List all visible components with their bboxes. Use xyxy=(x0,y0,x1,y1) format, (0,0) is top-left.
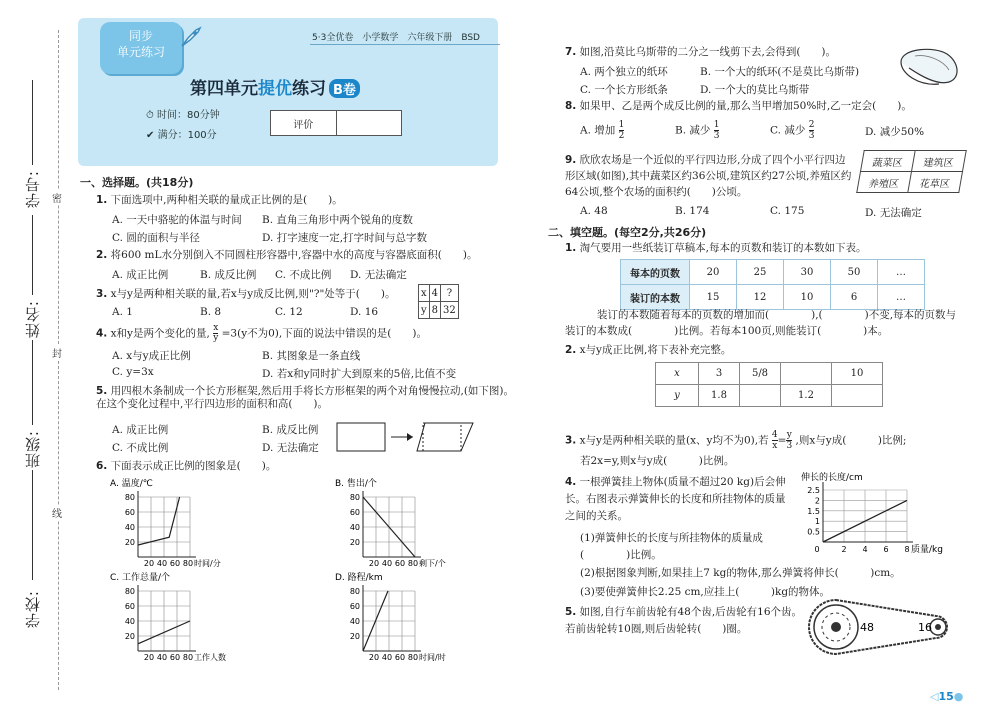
time-text: 时间：80分钟 xyxy=(157,110,220,121)
table-cell: 50 xyxy=(831,260,878,285)
y-tick-label: 20 xyxy=(124,538,135,547)
question-6 xyxy=(96,460,516,473)
graph-label: B. 售出/个 xyxy=(335,479,377,489)
question-text: 如图,沿莫比乌斯带的二分之一线剪下去,会得到( )。 xyxy=(579,46,837,58)
fill-5 xyxy=(565,604,805,638)
chart-y-label: 伸长的长度/cm xyxy=(801,473,863,483)
badge-line: 单元练习 xyxy=(116,45,165,59)
table-cell: 4 xyxy=(429,285,440,302)
question-number: 7. xyxy=(565,46,577,58)
graph-a[interactable] xyxy=(110,477,260,567)
question-number: 6. xyxy=(96,460,108,472)
class-line[interactable] xyxy=(32,340,33,425)
numerator: x xyxy=(213,323,219,333)
option[interactable]: A. 成正比例 xyxy=(112,424,169,436)
question-text: x和y是两个变化的量, xyxy=(110,327,210,340)
x-tick-label: 40 xyxy=(381,559,393,567)
option[interactable]: D. 减少50% xyxy=(865,126,925,138)
denominator: 2 xyxy=(618,131,625,141)
table-cell: 8 xyxy=(429,302,440,319)
question-text: ,则x与y成( )比例; xyxy=(795,434,907,447)
option[interactable] xyxy=(675,120,719,141)
question-7 xyxy=(565,46,905,59)
y-tick-label: 20 xyxy=(349,632,360,641)
option[interactable]: C. 不成比例 xyxy=(112,442,169,454)
cut-mark: 密 xyxy=(52,190,62,205)
title-part: 练习 xyxy=(292,79,326,99)
table-header: 装订的本数 xyxy=(621,285,690,310)
x-tick-label: 60 xyxy=(169,559,181,567)
rocket-icon xyxy=(178,24,204,50)
y-tick-label: 60 xyxy=(124,508,135,517)
section-title: 二、填空题。(每空2分,共26分) xyxy=(548,226,707,239)
y-tick-label: 20 xyxy=(124,632,135,641)
y-tick-label: 40 xyxy=(124,617,135,626)
evaluation-box xyxy=(270,110,402,136)
eval-field[interactable] xyxy=(337,111,402,135)
option[interactable]: A. 成正比例 xyxy=(112,269,169,281)
option-text: A. 增加 xyxy=(580,124,616,137)
x-tick-label: 6 xyxy=(883,545,889,554)
option[interactable]: A. x与y成正比例 xyxy=(112,350,191,362)
question-text: x与y是两种相关联的量(x、y均不为0),若 xyxy=(579,434,769,447)
option[interactable]: C. 一个长方形纸条 xyxy=(580,84,668,96)
farm-zone: 花草区 xyxy=(908,172,963,193)
farm-zone: 蔬菜区 xyxy=(861,151,916,172)
time-info xyxy=(146,106,220,121)
table-cell: 10 xyxy=(832,363,883,385)
x-tick-label: 40 xyxy=(156,653,168,661)
rectangle-to-parallelogram-figure xyxy=(335,420,475,454)
badge-line: 同步 xyxy=(128,29,153,43)
denominator: 3 xyxy=(713,131,720,141)
question-4 xyxy=(96,324,516,343)
name-line[interactable] xyxy=(32,215,33,295)
x-tick-label: 40 xyxy=(156,559,168,567)
option[interactable]: B. 8 xyxy=(200,306,222,318)
question-number: 1. xyxy=(96,194,108,206)
table-cell: 32 xyxy=(441,302,459,319)
question-number: 5. xyxy=(96,385,108,397)
cut-mark: 线 xyxy=(52,505,62,520)
question-8 xyxy=(565,100,965,113)
page-dot-icon: ● xyxy=(953,690,964,703)
y-tick-label: 20 xyxy=(349,538,360,547)
y-tick-label: 2.5 xyxy=(807,486,820,495)
clock-icon: ⏱ xyxy=(146,110,154,121)
x-tick-label: 4 xyxy=(862,545,868,554)
header-rule xyxy=(310,44,500,45)
y-tick-label: 80 xyxy=(124,493,135,502)
table-cell: 15 xyxy=(690,285,737,310)
question-9 xyxy=(565,152,855,200)
question-3 xyxy=(96,288,426,301)
x-axis-label: 时间/时 xyxy=(419,653,446,661)
denominator: y xyxy=(213,333,219,343)
x-tick-label: 80 xyxy=(182,653,194,661)
graph-label: D. 路程/km xyxy=(335,573,383,583)
option[interactable]: A. 1 xyxy=(112,306,133,318)
score-info xyxy=(146,126,217,141)
fill-4-sub2: (2)根据图象判断,如果挂上7 kg的物体,那么弹簧将伸长( )cm。 xyxy=(580,567,901,579)
page-title xyxy=(190,74,360,99)
fill-3-text: 若2x=y,则x与y成( )比例。 xyxy=(580,455,735,467)
x-axis-label: 时间/分 xyxy=(194,559,221,567)
farm-zone: 养殖区 xyxy=(857,172,912,193)
numerator: 4 xyxy=(771,430,778,440)
x-tick-label: 60 xyxy=(394,653,406,661)
binding-strip xyxy=(0,0,78,724)
equals-sign: = xyxy=(777,434,787,447)
option[interactable]: D. 一个大的莫比乌斯带 xyxy=(700,84,810,96)
option[interactable]: C. 175 xyxy=(770,205,805,217)
section-title: 一、选择题。(共18分) xyxy=(80,176,194,189)
numerator: y xyxy=(786,430,792,440)
title-part: 第四单元 xyxy=(190,79,258,99)
x-tick-label: 80 xyxy=(407,653,419,661)
x-axis-label: 工作人数 xyxy=(194,653,226,661)
pages-table xyxy=(620,259,925,310)
table-cell: 20 xyxy=(690,260,737,285)
question-text: 下面选项中,两种相关联的量成正比例的是( )。 xyxy=(110,194,343,206)
question-text: 将600 mL水分别倒入不同圆柱形容器中,容器中水的高度与容器底面积( )。 xyxy=(110,249,478,261)
table-cell: y xyxy=(419,302,430,319)
fill-2 xyxy=(565,344,965,357)
y-tick-label: 40 xyxy=(349,617,360,626)
table-cell: ? xyxy=(441,285,459,302)
fraction xyxy=(213,324,218,343)
front-gear-label: 48 xyxy=(860,621,874,634)
table-cell[interactable] xyxy=(781,363,832,385)
option-text: B. 减少 xyxy=(675,124,711,137)
question-number: 1. xyxy=(565,242,577,254)
option[interactable]: B. 成反比例 xyxy=(200,269,257,281)
sync-badge xyxy=(100,22,182,74)
fill-4-sub3: (3)要使弹簧伸长2.25 cm,应挂上( )kg的物体。 xyxy=(580,586,831,598)
table-cell: 5/8 xyxy=(740,363,781,385)
question-2 xyxy=(96,249,516,262)
table-cell: … xyxy=(878,285,925,310)
question-number: 3. xyxy=(96,288,108,300)
option[interactable] xyxy=(580,120,624,141)
question-number: 2. xyxy=(96,249,108,261)
back-gear-label: 16 xyxy=(918,621,932,634)
question-number: 4. xyxy=(96,327,108,340)
cut-line xyxy=(58,30,59,690)
table-header: x xyxy=(656,363,699,385)
x-tick-label: 60 xyxy=(394,559,406,567)
option[interactable]: D. 若x和y同时扩大到原来的5倍,比值不变 xyxy=(262,368,457,380)
y-tick-label: 0.5 xyxy=(807,527,820,537)
fill-4 xyxy=(565,474,795,525)
denominator: 3 xyxy=(808,131,815,141)
question-number: 4. xyxy=(565,476,577,488)
cut-mark: 封 xyxy=(52,345,62,360)
table-cell: x xyxy=(419,285,430,302)
question-text: 下面表示成正比例的图象是( )。 xyxy=(110,460,277,472)
table-cell: 6 xyxy=(831,285,878,310)
eval-label: 评价 xyxy=(271,111,337,135)
check-icon: ✔ xyxy=(146,130,155,141)
x-tick-label: 80 xyxy=(407,559,419,567)
q3-table xyxy=(418,284,459,319)
option[interactable]: B. 174 xyxy=(675,205,710,217)
option-text: C. 减少 xyxy=(770,124,806,137)
question-number: 9. xyxy=(565,154,577,166)
denominator: x xyxy=(772,441,778,451)
table-cell: 12 xyxy=(737,285,784,310)
y-tick-label: 1.5 xyxy=(807,506,820,516)
question-text: 如图,自行车前齿轮有48个齿,后齿轮有16个齿。若前齿轮转10圈,则后齿轮转( )圈。 xyxy=(565,606,803,635)
option[interactable]: C. 圆的面积与半径 xyxy=(112,232,200,244)
table-cell[interactable] xyxy=(740,385,781,407)
question-number: 2. xyxy=(565,344,577,356)
chart-x-label: 质量/kg xyxy=(911,545,943,555)
y-tick-label: 40 xyxy=(124,523,135,532)
x-tick-label: 8 xyxy=(904,545,910,554)
option[interactable]: D. 无法确定 xyxy=(350,269,407,281)
page-number-text: 15 xyxy=(938,690,954,703)
question-5 xyxy=(96,385,516,411)
table-cell: 3 xyxy=(699,363,740,385)
fill-4-sub1: (1)弹簧伸长的长度与所挂物体的质量成( )比例。 xyxy=(580,532,763,561)
version-badge: B卷 xyxy=(329,79,360,98)
farm-zone: 建筑区 xyxy=(912,151,967,172)
graph-label: A. 温度/℃ xyxy=(110,479,153,489)
xy-table xyxy=(655,362,883,407)
question-text: 用四根木条制成一个长方形框架,然后用手将长方形框架的两个对角慢慢拉动,(如下图)。在这个变化过程中,平行四边形的面积和高( )。 xyxy=(96,385,515,410)
table-header: y xyxy=(656,385,699,407)
option[interactable]: D. 打字速度一定,打字时间与总字数 xyxy=(262,232,428,244)
x-axis-label: 剩下/个 xyxy=(419,559,446,567)
id-line[interactable] xyxy=(32,80,33,165)
table-cell: 1.8 xyxy=(699,385,740,407)
option[interactable] xyxy=(770,120,814,141)
question-text: 一根弹簧挂上物体(质量不超过20 kg)后会伸长。右图表示弹簧伸长的长度和所挂物体的质量之间的关系。 xyxy=(565,476,786,522)
back-gear-icon xyxy=(930,619,946,635)
option[interactable]: A. 48 xyxy=(580,205,608,217)
question-1 xyxy=(96,194,496,207)
spring-chart[interactable] xyxy=(795,470,975,560)
x-tick-label: 20 xyxy=(368,559,380,567)
fill-1-text: 装订的本数随着每本的页数的增加而( ),( )不变,每本的页数与装订的本数成( )比例。若每本100页,则能装订( )本。 xyxy=(565,309,957,337)
option[interactable]: D. 无法确定 xyxy=(865,207,922,219)
graph-d[interactable] xyxy=(335,571,485,661)
school-line[interactable] xyxy=(32,470,33,580)
option[interactable]: D. 无法确定 xyxy=(262,442,319,454)
fraction xyxy=(809,120,815,141)
table-cell: … xyxy=(878,260,925,285)
y-tick-label: 60 xyxy=(124,602,135,611)
x-tick-label: 20 xyxy=(143,559,155,567)
class-label: 班级: xyxy=(24,430,42,469)
score-text: 满分：100分 xyxy=(157,130,217,141)
question-text: x与y是两种相关联的量,若x与y成反比例,则"?"处等于( )。 xyxy=(110,288,396,300)
x-tick-label: 40 xyxy=(381,653,393,661)
denominator: 3 xyxy=(786,441,793,451)
question-number: 8. xyxy=(565,100,577,112)
graph-label: C. 工作总量/个 xyxy=(110,573,171,583)
option[interactable]: D. 16 xyxy=(350,306,379,318)
mobius-strip-figure xyxy=(895,42,965,92)
table-cell: 30 xyxy=(784,260,831,285)
fraction xyxy=(786,430,792,451)
question-text: 淘气要用一些纸装订草稿本,每本的页数和装订的本数如下表。 xyxy=(579,242,867,254)
option[interactable]: A. 一天中骆驼的体温与时间 xyxy=(112,214,242,226)
series-text: 5·3全优卷 小学数学 六年级下册 BSD xyxy=(312,33,480,43)
fill-1 xyxy=(565,242,965,255)
numerator: 2 xyxy=(808,120,815,130)
page-arrow-icon: ◁ xyxy=(930,690,939,703)
title-highlight: 提优 xyxy=(258,79,292,99)
y-tick-label: 2 xyxy=(814,496,820,506)
x-tick-label: 60 xyxy=(169,653,181,661)
option[interactable]: A. 两个独立的纸环 xyxy=(580,66,668,78)
question-text: 如果甲、乙是两个成反比例的量,那么当甲增加50%时,乙一定会( )。 xyxy=(579,100,912,112)
table-header: 每本的页数 xyxy=(621,260,690,285)
option[interactable]: B. 成反比例 xyxy=(262,424,319,436)
bicycle-gears-figure xyxy=(808,596,958,658)
y-tick-label: 80 xyxy=(349,587,360,596)
option[interactable]: B. 其图象是一条直线 xyxy=(262,350,361,362)
x-tick-label: 20 xyxy=(368,653,380,661)
school-label: 学校: xyxy=(24,590,42,629)
graph-line xyxy=(138,497,180,545)
option[interactable]: C. 12 xyxy=(275,306,303,318)
question-text: x与y成正比例,将下表补充完整。 xyxy=(579,344,732,356)
fraction xyxy=(714,120,720,141)
graph-c[interactable] xyxy=(110,571,270,661)
y-tick-label: 80 xyxy=(124,587,135,596)
y-tick-label: 1 xyxy=(814,517,820,527)
x-tick-label: 0 xyxy=(814,545,820,554)
fraction xyxy=(619,120,625,141)
question-number: 3. xyxy=(565,434,577,447)
option[interactable]: C. 不成比例 xyxy=(275,269,332,281)
table-cell: 1.2 xyxy=(781,385,832,407)
x-tick-label: 2 xyxy=(841,545,847,554)
x-tick-label: 20 xyxy=(143,653,155,661)
y-tick-label: 40 xyxy=(349,523,360,532)
name-label: 姓名: xyxy=(24,300,42,339)
option[interactable]: B. 一个大的纸环(不是莫比乌斯带) xyxy=(700,66,860,78)
x-tick-label: 80 xyxy=(182,559,194,567)
numerator: 1 xyxy=(618,120,625,130)
table-cell: 10 xyxy=(784,285,831,310)
numerator: 1 xyxy=(713,120,720,130)
front-gear-icon xyxy=(814,605,858,649)
y-tick-label: 60 xyxy=(349,602,360,611)
fill-3 xyxy=(565,430,985,451)
question-text: =3(y不为0),下面的说法中错误的是( )。 xyxy=(221,327,427,340)
table-cell[interactable] xyxy=(832,385,883,407)
question-number: 5. xyxy=(565,606,577,618)
question-text: 欣欣农场是一个近似的平行四边形,分成了四个小平行四边形区域(如图),其中蔬菜区约36公顷,建筑区约27公顷,养殖区约64公顷,整个农场的面积约( )公顷。 xyxy=(565,154,852,198)
y-tick-label: 80 xyxy=(349,493,360,502)
graph-b[interactable] xyxy=(335,477,485,567)
y-tick-label: 60 xyxy=(349,508,360,517)
option[interactable]: C. y=3x xyxy=(112,366,154,378)
id-label: 学号: xyxy=(24,170,42,209)
table-cell: 25 xyxy=(737,260,784,285)
farm-figure xyxy=(856,150,967,193)
option[interactable]: B. 直角三角形中两个锐角的度数 xyxy=(262,214,413,226)
page-number xyxy=(930,690,963,703)
